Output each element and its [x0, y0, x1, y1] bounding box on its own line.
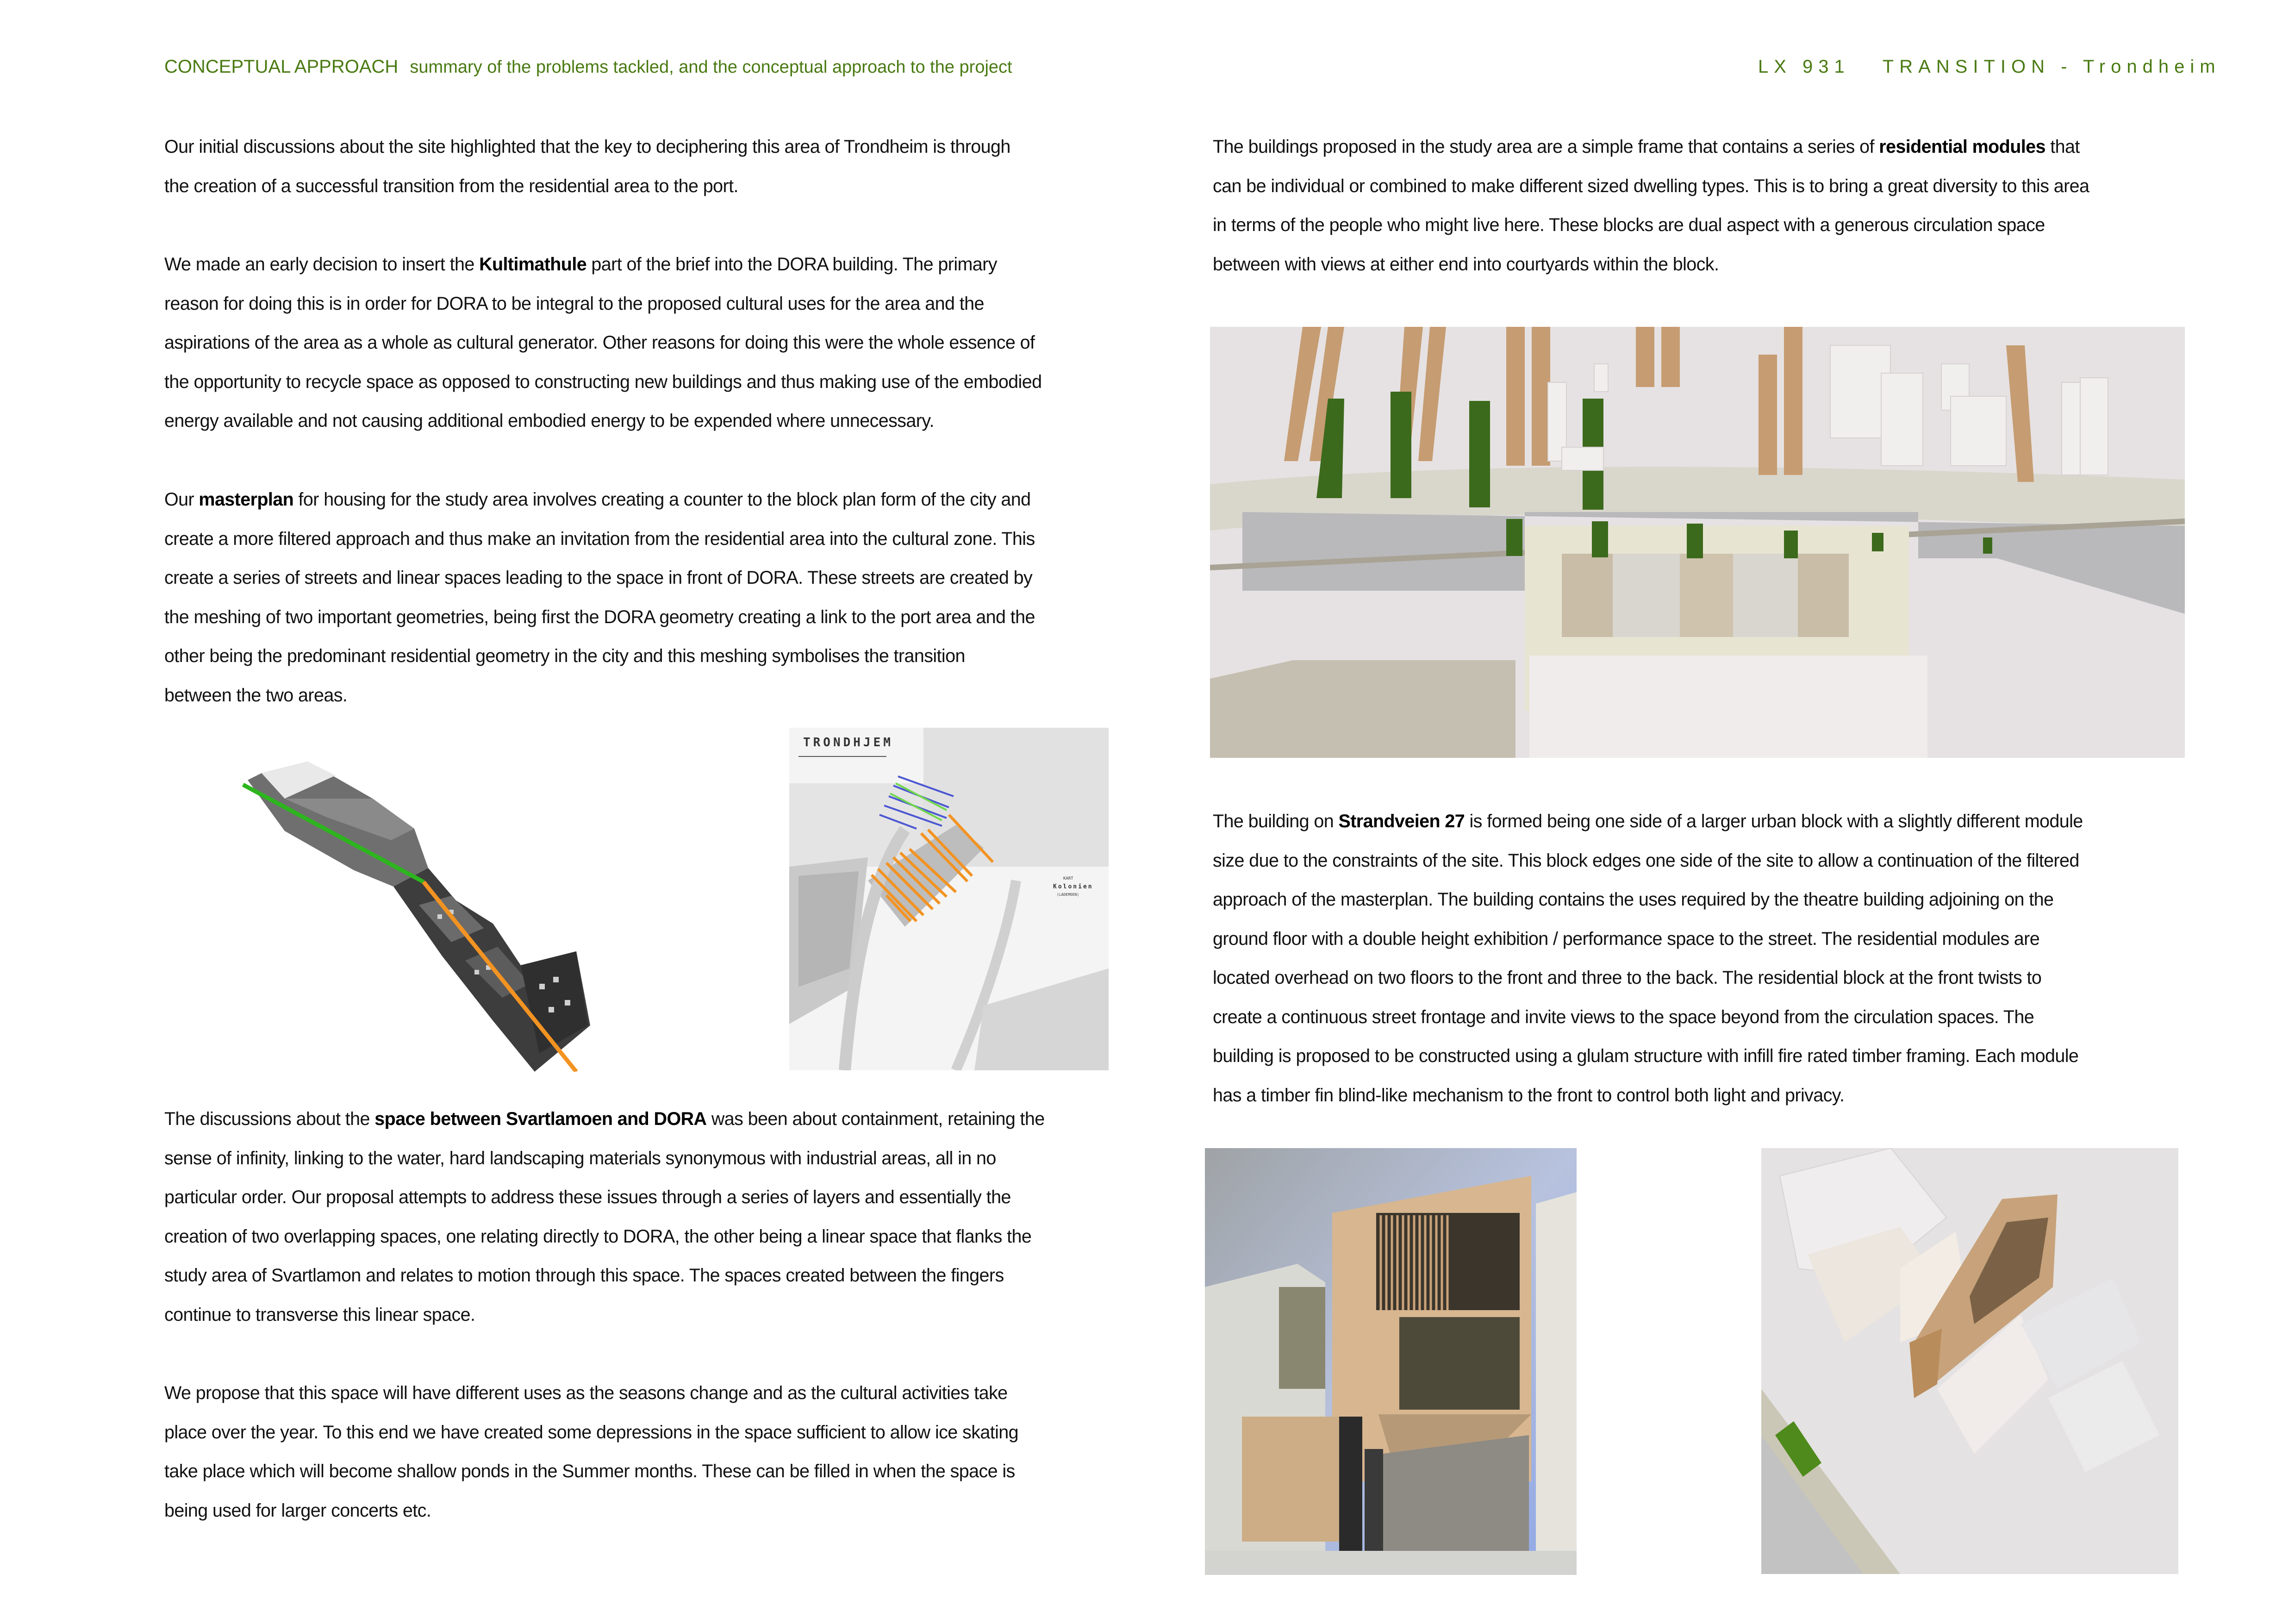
map-inset-title: Kolonien — [1053, 883, 1093, 890]
text-run: is formed being one side of a larger urban block with a slightly different module — [1465, 811, 2083, 831]
text-line: located overhead on two floors to the front and three to the back. The residential block at the front twists to — [1213, 968, 2042, 988]
dora-courtyard-panel — [1613, 554, 1680, 637]
dora-courtyard-panel — [1733, 554, 1798, 637]
text-line: other being the predominant residential geometry in the city and this meshing symbolises the transition — [164, 646, 965, 666]
text-run: for housing for the study area involves creating a counter to the block plan form of the city and — [293, 489, 1031, 510]
text-line: the opportunity to recycle space as opposed to constructing new buildings and thus making use of the embodied — [164, 371, 1042, 392]
paragraph-residential-modules — [1213, 127, 2199, 284]
paragraph-strandveien-27 — [1213, 802, 2199, 1115]
paragraph-transition-intro — [164, 127, 1150, 206]
neighbour-building-right — [1536, 1192, 1577, 1575]
glazed-neighbour — [1279, 1287, 1325, 1389]
text-line: in terms of the people who might live here. These blocks are dual aspect with a generous circulation space — [1213, 215, 2045, 235]
paragraph-svartlamoen-dora-space — [164, 1099, 1150, 1334]
aerial-block-render — [1761, 1148, 2178, 1574]
street-perspective-render — [1205, 1148, 1577, 1575]
text-line — [1213, 127, 2199, 167]
bold-term: Strandveien 27 — [1338, 811, 1465, 831]
street-ground — [1205, 1551, 1577, 1575]
text-line: approach of the masterplan. The building contains the uses required by the theatre building adjoining on the — [1213, 889, 2054, 910]
bold-term: masterplan — [199, 489, 294, 510]
text-line: study area of Svartlamon and relates to motion through this space. The spaces created between the fingers — [164, 1265, 1004, 1286]
text-line: aspirations of the area as a whole as cultural generator. Other reasons for doing this were the whole essence of — [164, 332, 1035, 353]
text-run: The building on — [1213, 811, 1339, 831]
text-line: create a continuous street frontage and invite views to the space beyond from the circulation spaces. The — [1213, 1006, 2034, 1027]
text-line: building is proposed to be constructed using a glulam structure with infill fire rated timber framing. Each module — [1213, 1046, 2079, 1066]
masterplan-site-render — [1210, 327, 2185, 758]
bold-term: space between Svartlamoen and DORA — [374, 1109, 707, 1129]
bold-term: Kultimathule — [479, 254, 587, 275]
text-line — [164, 1099, 1150, 1139]
passage-through — [1383, 1435, 1529, 1551]
project-header — [1758, 56, 2221, 77]
section-title: CONCEPTUAL APPROACH — [164, 56, 399, 77]
text-run: that — [2045, 137, 2080, 157]
adjacent-building — [1210, 660, 1515, 758]
section-subtitle: summary of the problems tackled, and the conceptual approach to the project — [410, 57, 1012, 77]
text-run: The discussions about the — [164, 1109, 375, 1129]
text-line: energy available and not causing additional embodied energy to be expended where unnecessary. — [164, 411, 934, 431]
text-run: Our — [164, 489, 199, 510]
text-line: Our initial discussions about the site highlighted that the key to deciphering this area of Trondheim is through — [164, 137, 1010, 157]
section-header — [164, 56, 1012, 77]
paragraph-kultimathule — [164, 245, 1150, 441]
text-line: ground floor with a double height exhibition / performance space to the street. The residential modules are — [1213, 928, 2040, 949]
map-title: TRONDHJEM — [803, 736, 893, 750]
text-line: creation of two overlapping spaces, one relating directly to DORA, the other being a linear space that flanks the — [164, 1226, 1032, 1247]
text-line: create a series of streets and linear spaces leading to the space in front of DORA. These streets are created by — [164, 568, 1033, 588]
text-run: We made an early decision to insert the — [164, 254, 480, 275]
paragraph-seasonal-uses — [164, 1374, 1150, 1530]
dora-courtyard-panel — [1798, 554, 1849, 637]
map-inset-label: KART — [1063, 876, 1073, 881]
text-line: place over the year. To this end we have created some depressions in the space sufficient to allow ice skating — [164, 1422, 1019, 1443]
text-line: particular order. Our proposal attempts to address these issues through a series of layers and essentially the — [164, 1187, 1011, 1207]
text-line: size due to the constraints of the site. This block edges one side of the site to allow a continuation of the filtered — [1213, 850, 2079, 871]
text-line: sense of infinity, linking to the water, hard landscaping materials synonymous with industrial areas, all in no — [164, 1148, 996, 1168]
text-line: the creation of a successful transition from the residential area to the port. — [164, 175, 738, 196]
text-line: being used for larger concerts etc. — [164, 1500, 431, 1521]
text-line: the meshing of two important geometries, being first the DORA geometry creating a link to the port area and the — [164, 606, 1035, 627]
project-code: LX 931 — [1758, 56, 1850, 77]
map-inset-sub: (LADEMOEN) — [1057, 893, 1079, 897]
dora-main-block — [1529, 656, 1927, 758]
dora-courtyard-panel — [1680, 554, 1733, 637]
ground-floor-timber-wall — [1242, 1417, 1339, 1542]
text-run: The buildings proposed in the study area are a simple frame that contains a series of — [1213, 137, 1879, 157]
ground-floor-glazing — [1365, 1449, 1383, 1551]
ground-floor-glazing — [1339, 1417, 1362, 1551]
trondhjem-historic-map — [789, 728, 1109, 1070]
timber-fin-blinds — [1381, 1215, 1447, 1310]
paragraph-masterplan — [164, 480, 1150, 715]
text-line: continue to transverse this linear space. — [164, 1304, 475, 1325]
text-line — [1213, 802, 2199, 841]
project-title: TRANSITION - Trondheim — [1882, 56, 2221, 77]
text-line: between the two areas. — [164, 685, 348, 706]
text-line — [164, 480, 1150, 519]
text-line: has a timber fin blind-like mechanism to the front to control both light and privacy. — [1213, 1085, 1845, 1106]
text-run: was been about containment, retaining the — [706, 1109, 1045, 1129]
bold-term: residential modules — [1879, 137, 2046, 157]
text-line: We propose that this space will have different uses as the seasons change and as the cultural activities take — [164, 1383, 1008, 1403]
text-line — [164, 245, 1150, 284]
dora-courtyard-panel — [1562, 554, 1613, 637]
geometry-collage-figure — [234, 748, 604, 1072]
text-line: take place which will become shallow ponds in the Summer months. These can be filled in when the space is — [164, 1461, 1015, 1481]
lower-module-glazing — [1399, 1317, 1520, 1410]
text-line: between with views at either end into courtyards within the block. — [1213, 254, 1719, 275]
text-line: reason for doing this is in order for DORA to be integral to the proposed cultural uses for the area and the — [164, 293, 984, 314]
text-line: create a more filtered approach and thus make an invitation from the residential area into the cultural zone. This — [164, 528, 1035, 549]
text-line: can be individual or combined to make different sized dwelling types. This is to bring a great diversity to this area — [1213, 175, 2089, 196]
text-run: part of the brief into the DORA building. The primary — [586, 254, 997, 275]
